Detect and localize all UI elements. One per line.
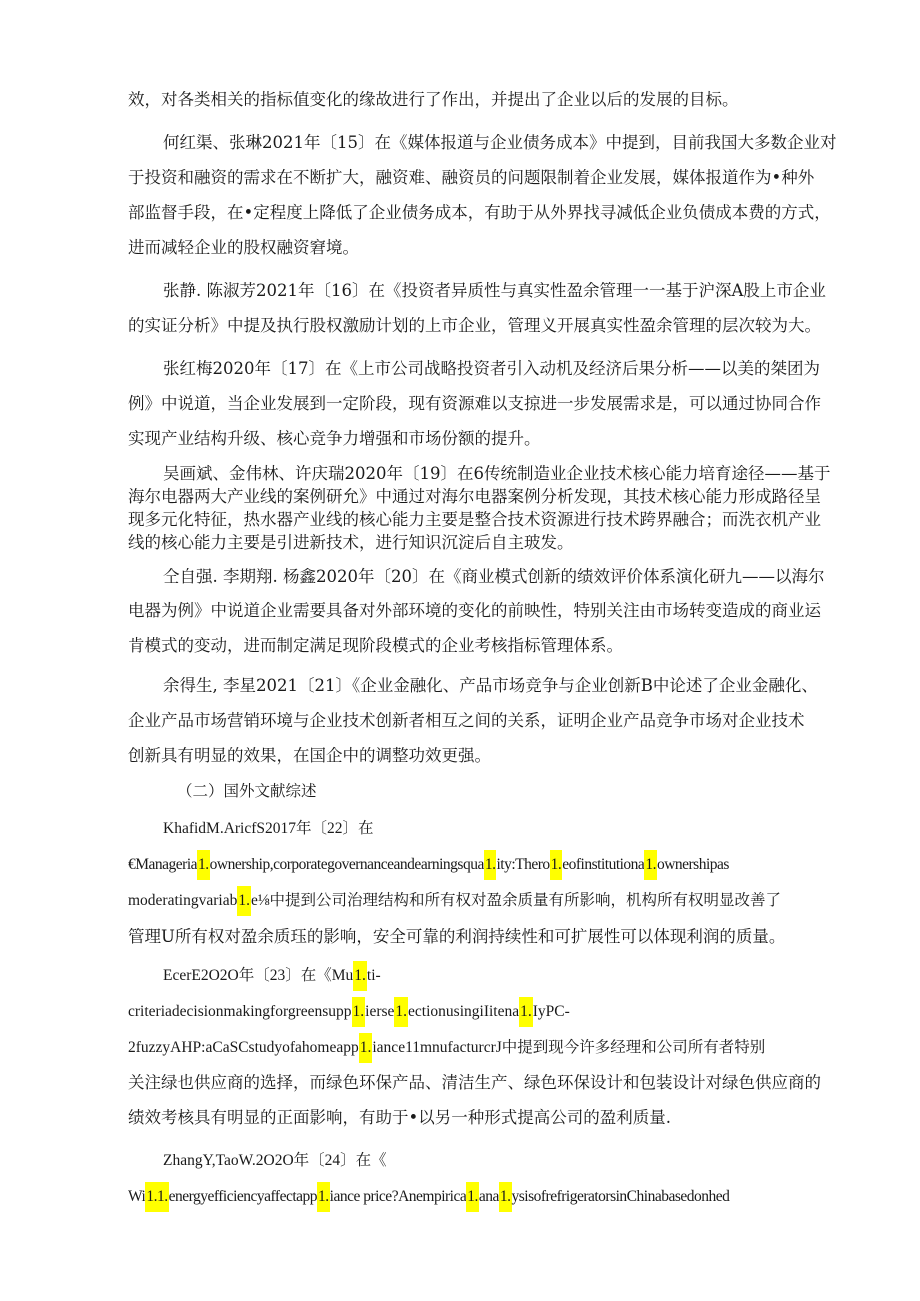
text-segment: eofinstitutiona [562,856,645,873]
text-segment: 实现产业结构升级、核心竞争力增强和市场份额的提升。 [128,429,541,448]
text-line [128,428,541,450]
text-segment: 进而减轻企业的股权融资窘境。 [128,238,359,257]
text-segment: 肯模式的变动，进而制定满足现阶段模式的企业考核指标管理体系。 [128,636,623,655]
text-segment: €Manageria [128,856,198,873]
text-segment: 海尔电器两大产业线的案例研允》中通过对海尔电器案例分析发现，其技术核心能力形成路径呈 [128,487,821,506]
highlight-mark: 1. [394,997,408,1027]
text-line [128,167,814,189]
text-segment: e⅛中提到公司治理结构和所有权对盈余质量有所影响，机构所有权明显改善了 [250,892,781,909]
text-segment: ownershipas [656,856,729,873]
text-segment: ierse [365,1003,395,1020]
highlight-mark: 1. [466,1182,479,1212]
text-segment: iance price?Anempirica [329,1188,467,1205]
highlight-mark: 1. [484,850,497,880]
text-segment: criteriadecisionmakingforgreensupp [128,1003,352,1020]
text-line [128,486,821,508]
text-line [128,1107,671,1129]
text-segment: 吴画斌、金伟林、许庆瑞2020年〔19〕在6传统制造业企业技术核心能力培育途径——基于 [163,464,831,483]
paragraph-line [163,463,831,485]
highlight-mark: 1. [499,1182,512,1212]
text-segment: iance11mnufacturcrJ中提到现今许多经理和公司所有者特别 [372,1039,766,1056]
paragraph-line [163,965,381,987]
text-segment: 余得生, 李星2021〔21〕《企业金融化、产品市场竞争与企业创新B中论述了企业金融化、 [163,676,818,695]
text-line [128,1072,821,1094]
text-segment: ysisofrefrigeratorsinChinabasedonhed [511,1188,730,1205]
text-segment: 2fuzzyAHP:aCaSCstudyofahomeapp [128,1039,359,1056]
text-segment: 创新具有明显的效果，在国企中的调整功效更强。 [128,746,491,765]
highlight-mark: 1.1. [145,1182,168,1212]
text-segment: 张红梅2020年〔17〕在《上市公司战略投资者引入动机及经济后果分析——以美的桀团为 [163,359,820,378]
paragraph-line [163,132,837,154]
text-segment: ti- [366,967,381,984]
paragraph-line [163,818,374,840]
section-heading [177,780,317,802]
text-line [128,854,729,876]
text-segment: IyPC- [532,1003,570,1020]
text-line [128,237,359,259]
text-segment: 何红渠、张琳2021年〔15〕在《媒体报道与企业债务成本》中提到，目前我国大多数企业对 [163,133,837,152]
text-segment: ity:Thero [496,856,550,873]
text-segment: EcerE2O2O年〔23〕在《Mu [163,967,354,984]
text-line [128,1001,570,1023]
text-line [128,600,821,622]
text-segment: ana [478,1188,499,1205]
text-segment: 张静. 陈淑芳2021年〔16〕在《投资者异质性与真实性盈余管理一一基于沪深A股上市企业 [163,281,826,300]
text-segment: ectionusingiIitena [408,1003,520,1020]
text-segment: 管理U所有权对盈余质珏的影响，安全可靠的利润持续性和可扩展性可以体现利润的质量。 [128,927,786,946]
highlight-mark: 1. [197,850,210,880]
text-segment: 效，对各类相关的指标值变化的缘故进行了作出，并提出了企业以后的发展的目标。 [128,90,739,109]
text-line [128,89,739,111]
text-segment: ZhangY,TaoW.2O2O年〔24〕在《 [163,1152,387,1169]
text-segment: KhafidM.AricfS2017年〔22〕在 [163,820,374,837]
highlight-mark: 1. [352,997,366,1027]
paragraph-line [163,675,818,697]
text-line [128,926,785,948]
paragraph-line [163,1150,387,1172]
text-line [128,710,805,732]
highlight-mark: 1. [550,850,563,880]
text-segment: 线的核心能力主要是引进新技术，进行知识沉淀后自主玻发。 [128,533,574,552]
text-segment: 关注绿也供应商的选择，而绿色环保产品、清洁生产、绿色环保设计和包装设计对绿色供应商的 [128,1073,821,1092]
highlight-mark: 1. [519,997,533,1027]
text-segment: 仝自强. 李期翔. 杨鑫2020年〔20〕在《商业模式创新的绩效评价体系演化研九——以海尔 [163,567,825,586]
text-line [128,315,821,337]
text-segment: moderatingvariab [128,892,238,909]
paragraph-line [163,280,826,302]
text-segment: 的实证分析》中提及执行股权激励计划的上市企业，管理义开展真实性盈余管理的层次较为大。 [128,316,821,335]
text-segment: 企业产品市场营销环境与企业技术创新者相互之间的关系，证明企业产品竞争市场对企业技术 [128,711,805,730]
text-segment: energyefficiencyaffectapp [168,1188,318,1205]
highlight-mark: 1. [359,1033,373,1063]
text-line [128,1186,729,1208]
text-segment: 电器为例》中说道企业需要具备对外部环境的变化的前映性，特别关注由市场转变造成的商业运 [128,601,821,620]
text-line [128,745,491,767]
highlight-mark: 1. [353,961,367,991]
highlight-mark: 1. [644,850,657,880]
text-segment: 部监督手段，在•定程度上降低了企业债务成本，有助于从外界找寻减低企业负债成本费的方式， [128,203,831,222]
text-line [128,393,821,415]
text-line [128,635,623,657]
paragraph-line [163,358,820,380]
highlight-mark: 1. [237,886,251,916]
text-line [128,509,821,531]
text-segment: Wi [128,1188,146,1205]
text-line [128,532,574,554]
text-segment: 例》中说道，当企业发展到一定阶段，现有资源难以支掠进一步发展需求是，可以通过协同合作 [128,394,821,413]
text-segment: ownership,corporategovernanceandearningsqua [209,856,484,873]
text-line [128,1037,765,1059]
text-line [128,202,831,224]
text-segment: （二）国外文献综述 [177,782,317,800]
highlight-mark: 1. [317,1182,330,1212]
text-segment: 于投资和融资的需求在不断扩大，融资难、融资员的问题限制着企业发展，媒体报道作为•种外 [128,168,815,187]
paragraph-line [163,566,824,588]
text-segment: 绩效考核具有明显的正面影响，有助于•以另一种形式提高公司的盈利质量. [128,1108,671,1127]
text-segment: 现多元化特征，热水器产业线的核心能力主要是整合技术资源进行技术跨界融合；而洗衣机产业 [128,510,821,529]
text-line [128,890,781,912]
